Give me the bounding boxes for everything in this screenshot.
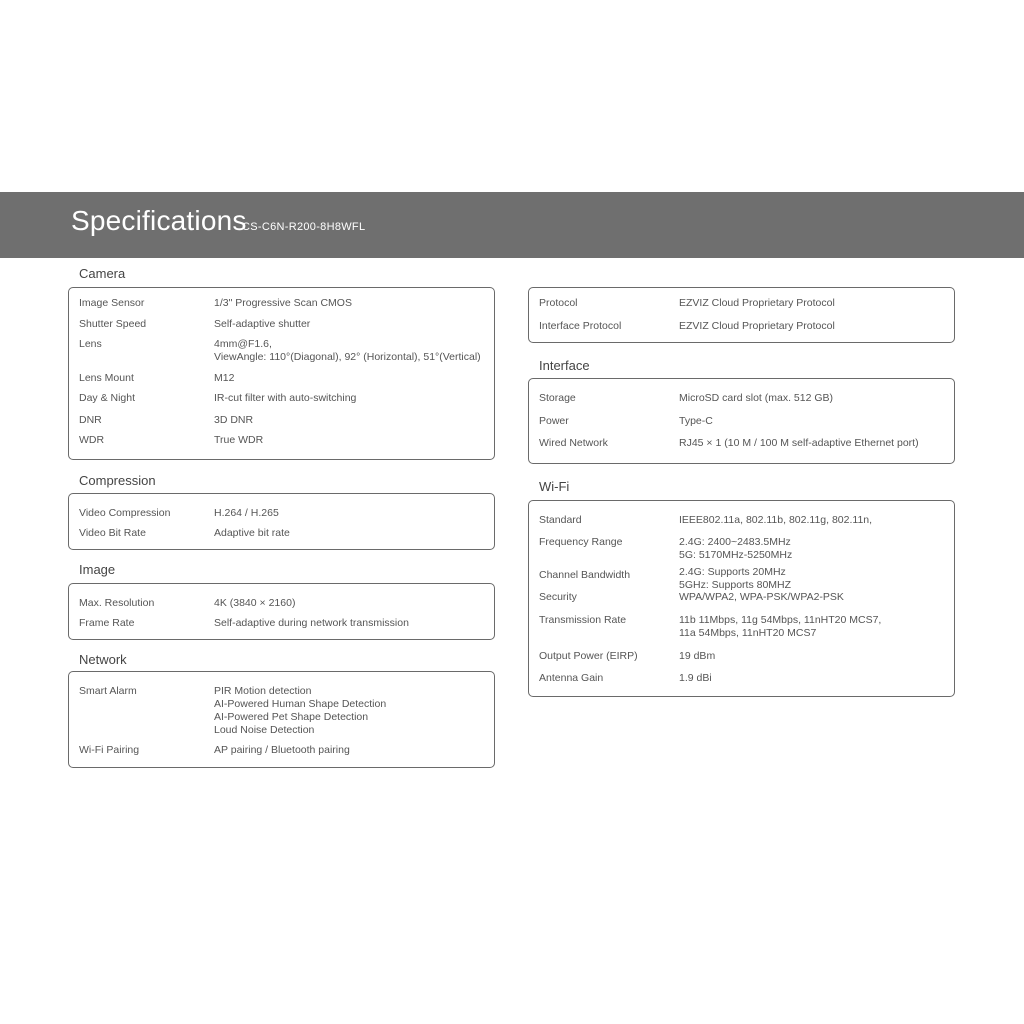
section-title-image: Image — [79, 562, 116, 577]
network-spec-box — [68, 671, 495, 768]
spec-key: Frame Rate — [79, 617, 135, 629]
spec-value: True WDR — [214, 434, 264, 446]
section-title-wifi: Wi-Fi — [539, 479, 570, 494]
spec-value: 1.9 dBi — [679, 672, 712, 684]
spec-key: Shutter Speed — [79, 318, 147, 330]
spec-key: Max. Resolution — [79, 597, 155, 609]
spec-value: 4mm@F1.6, ViewAngle: 110°(Diagonal), 92° (Horizontal), 51°(Vertical) — [214, 338, 481, 363]
spec-key: Antenna Gain — [539, 672, 604, 684]
spec-value: 11b 11Mbps, 11g 54Mbps, 11nHT20 MCS7, 11a 54Mbps, 11nHT20 MCS7 — [679, 614, 882, 639]
spec-key: Channel Bandwidth — [539, 569, 631, 581]
spec-value: Type-C — [679, 415, 713, 427]
spec-key: Transmission Rate — [539, 614, 627, 626]
spec-key: Storage — [539, 392, 576, 404]
spec-key: Lens — [79, 338, 102, 350]
spec-key: Wired Network — [539, 437, 608, 449]
compression-spec-box — [68, 493, 495, 550]
spec-value: MicroSD card slot (max. 512 GB) — [679, 392, 834, 404]
spec-value: EZVIZ Cloud Proprietary Protocol — [679, 297, 835, 309]
interface-spec-box — [528, 378, 955, 464]
section-title-camera: Camera — [79, 266, 126, 281]
section-title-network: Network — [79, 652, 127, 667]
spec-key: Security — [539, 591, 577, 603]
spec-key: Smart Alarm — [79, 685, 137, 697]
spec-value: PIR Motion detection AI-Powered Human Shape Detection AI-Powered Pet Shape Detection Loud Noise Detection — [214, 685, 387, 736]
spec-value: WPA/WPA2, WPA-PSK/WPA2-PSK — [679, 591, 844, 603]
spec-key: Interface Protocol — [539, 320, 622, 332]
spec-key: Wi-Fi Pairing — [79, 744, 140, 756]
spec-key: Power — [539, 415, 569, 427]
spec-value: 2.4G: Supports 20MHz 5GHz: Supports 80MHZ — [679, 566, 792, 591]
spec-key: Standard — [539, 514, 582, 526]
spec-value: EZVIZ Cloud Proprietary Protocol — [679, 320, 835, 332]
spec-key: Image Sensor — [79, 297, 145, 309]
wifi-spec-box — [528, 500, 955, 697]
spec-value: 4K (3840 × 2160) — [214, 597, 296, 609]
spec-value: Adaptive bit rate — [214, 527, 290, 539]
header-banner — [0, 192, 1024, 258]
image-spec-box — [68, 583, 495, 640]
spec-key: Lens Mount — [79, 372, 134, 384]
spec-key: Protocol — [539, 297, 578, 309]
spec-value: IR-cut filter with auto-switching — [214, 392, 357, 404]
spec-key: Video Compression — [79, 507, 171, 519]
spec-value: Self-adaptive during network transmission — [214, 617, 409, 629]
spec-value: 2.4G: 2400~2483.5MHz 5G: 5170MHz-5250MHz — [679, 536, 793, 561]
spec-key: Video Bit Rate — [79, 527, 146, 539]
spec-value: RJ45 × 1 (10 M / 100 M self-adaptive Ethernet port) — [679, 437, 919, 449]
spec-key: Output Power (EIRP) — [539, 650, 638, 662]
spec-value: AP pairing / Bluetooth pairing — [214, 744, 350, 756]
page-title: Specifications — [71, 205, 247, 236]
spec-key: Day & Night — [79, 392, 136, 404]
spec-key: Frequency Range — [539, 536, 623, 548]
spec-value: 3D DNR — [214, 414, 254, 426]
spec-value: 19 dBm — [679, 650, 716, 662]
spec-value: IEEE802.11a, 802.11b, 802.11g, 802.11n, — [679, 514, 873, 526]
section-title-compression: Compression — [79, 473, 156, 488]
section-title-interface: Interface — [539, 358, 590, 373]
spec-value: 1/3" Progressive Scan CMOS — [214, 297, 352, 309]
spec-key: WDR — [79, 434, 105, 446]
spec-value: Self-adaptive shutter — [214, 318, 311, 330]
spec-value: H.264 / H.265 — [214, 507, 279, 519]
protocol-spec-box — [528, 287, 955, 343]
spec-key: DNR — [79, 414, 102, 426]
model-number: CS-C6N-R200-8H8WFL — [242, 221, 366, 233]
camera-spec-box — [68, 287, 495, 460]
spec-value: M12 — [214, 372, 235, 384]
